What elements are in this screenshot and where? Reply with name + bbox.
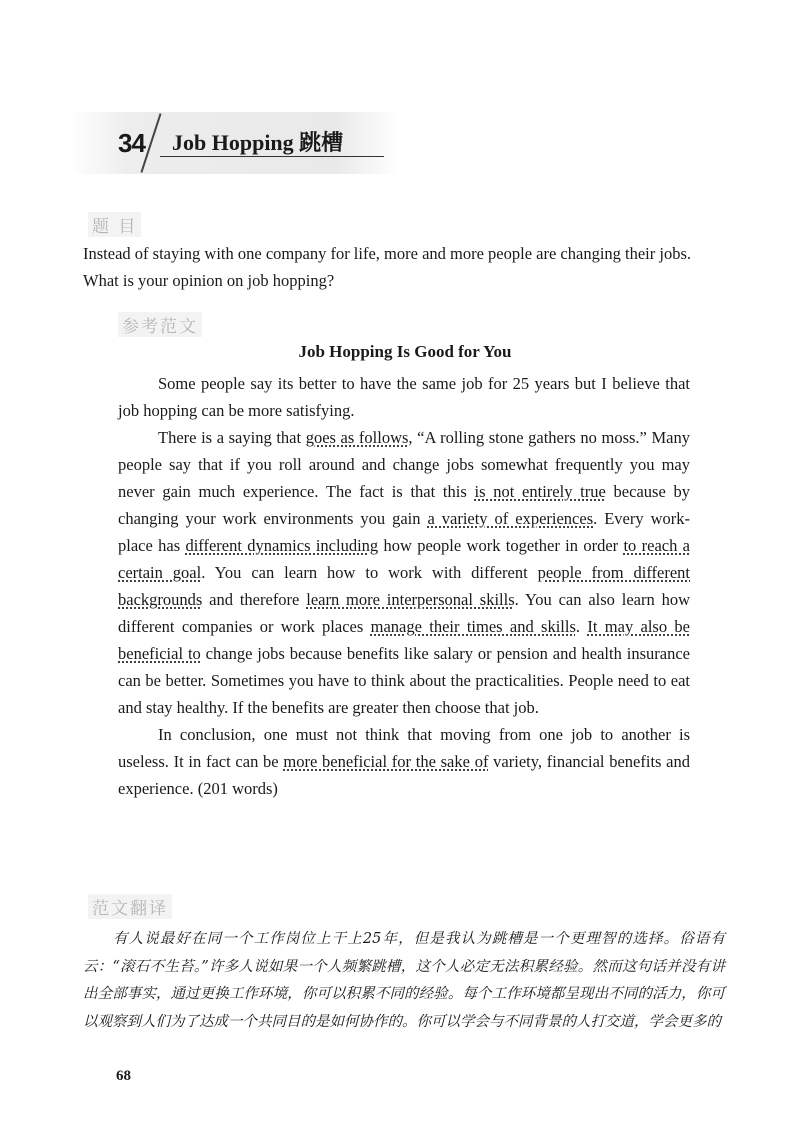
text: because by changing your work environments you gain <box>118 482 690 528</box>
highlighted-phrase: more beneficial for the sake of <box>283 752 489 771</box>
translation-label: 范文翻译 <box>88 894 172 919</box>
text: . You can also learn how different companies or work places <box>118 590 690 636</box>
text: , “A rolling stone gathers no moss.” Many people say that if you roll around and change jobs somewhat frequently you may never gain much experience. The fact is that this <box>118 428 690 501</box>
highlighted-phrase: manage their times and skills <box>370 617 576 636</box>
text: how people work together in order <box>378 536 624 555</box>
text: variety, financial benefits and experience. (201 words) <box>118 752 690 798</box>
highlighted-phrase: people from different backgrounds <box>118 563 690 609</box>
essay-title: Job Hopping Is Good for You <box>298 342 512 361</box>
text: There is a saying that <box>158 428 306 447</box>
topic-label: 题 目 <box>88 212 141 237</box>
essay-prompt: Instead of staying with one company for life, more and more people are changing their jobs. What is your opinion on job hopping? <box>83 244 692 290</box>
page-number: 68 <box>116 1068 131 1084</box>
highlighted-phrase: to reach a certain goal <box>118 536 690 582</box>
highlighted-phrase: goes as follows <box>305 428 409 447</box>
text: . <box>575 617 588 636</box>
essay-paragraph-3 <box>118 721 690 802</box>
highlighted-phrase: a variety of experiences <box>427 509 594 528</box>
highlighted-phrase: different dynamics including <box>185 536 379 555</box>
text: change jobs because benefits like salary or pension and health insurance can be better. Sometimes you have to think about the practicalities. People need to eat and stay healthy. If the benefits are greater then choose that job. <box>118 644 690 717</box>
highlighted-phrase: is not entirely true <box>474 482 606 501</box>
text: and therefore <box>202 590 307 609</box>
sample-essay-label: 参考范文 <box>118 312 202 337</box>
translation-body <box>83 926 725 1036</box>
text: In conclusion, one must not think that moving from one job to another is useless. It in fact can be <box>118 725 690 771</box>
translation-paragraph: 有人说最好在同一个工作岗位上干上25年，但是我认为跳槽是一个更理智的选择。俗语有云：“滚石不生苔。”许多人说如果一个人频繁跳槽，这个人必定无法积累经验。然而这句话并没有讲出全部事实，通过更换工作环境，你可以积累不同的经验。每个工作环境都呈现出不同的活力，你可以观察到人们为了达成一个共同目的是如何协作的。你可以学会与不同背景的人打交道，学会更多的 <box>83 931 725 1030</box>
essay-paragraph-2 <box>118 424 690 721</box>
highlighted-phrase: It may also be beneficial to <box>118 617 691 663</box>
chapter-title-underline <box>160 156 384 157</box>
chapter-number: 34 <box>118 128 145 158</box>
text: . Every work-place has <box>118 509 690 555</box>
essay-paragraph-1: Some people say its better to have the same job for 25 years but I believe that job hopping can be more satisfying. <box>118 374 690 420</box>
essay-body <box>118 370 690 802</box>
text: . You can learn how to work with different <box>201 563 538 582</box>
chapter-title: Job Hopping 跳槽 <box>172 130 344 155</box>
highlighted-phrase: learn more interpersonal skills <box>306 590 515 609</box>
